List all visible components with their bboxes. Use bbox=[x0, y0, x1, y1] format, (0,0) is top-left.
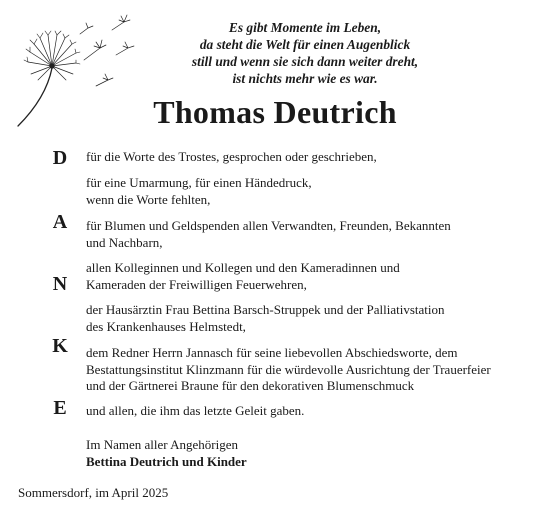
danke-letter-d: D bbox=[52, 147, 68, 169]
thanks-line: für Blumen und Geldspenden allen Verwandten, Freunden, Bekannten bbox=[86, 218, 451, 233]
place-date: Sommersdorf, im April 2025 bbox=[18, 485, 169, 500]
thanks-line: Bestattungsinstitut Klinzmann für die würdevolle Ausrichtung der Trauerfeier bbox=[86, 361, 491, 377]
thanks-line: des Krankenhauses Helmstedt, bbox=[86, 318, 246, 334]
thanks-line: und der Gärtnerei Braune für den dekorativen Blumenschmuck bbox=[86, 378, 415, 393]
danke-letter-n: N bbox=[52, 273, 68, 295]
signature-block bbox=[86, 437, 247, 470]
danke-letter-k: K bbox=[52, 335, 68, 357]
thanks-line: wenn die Worte fehlten, bbox=[86, 191, 211, 207]
deceased-name: Thomas Deutrich bbox=[153, 94, 397, 130]
thanks-paragraph bbox=[86, 175, 536, 208]
danke-letter-a: A bbox=[52, 211, 68, 233]
danke-letter-e: E bbox=[53, 397, 67, 419]
thanks-line: und allen, die ihm das letzte Geleit gaben. bbox=[86, 403, 305, 418]
thanks-line: für die Worte des Trostes, gesprochen oder geschrieben, bbox=[86, 149, 377, 164]
signature-names: Bettina Deutrich und Kinder bbox=[86, 453, 247, 469]
thanks-line: für eine Umarmung, für einen Händedruck, bbox=[86, 175, 312, 190]
thanks-line: dem Redner Herrn Jannasch für seine liebevollen Abschiedsworte, dem bbox=[86, 345, 458, 360]
signature-intro: Im Namen aller Angehörigen bbox=[86, 437, 238, 452]
motto-line: still und wenn sie sich dann weiter dreht, bbox=[191, 54, 419, 69]
thanks-paragraph bbox=[86, 260, 536, 293]
thanks-line: allen Kolleginnen und Kollegen und den Kameradinnen und bbox=[86, 260, 400, 275]
thanks-paragraph bbox=[86, 302, 536, 335]
motto-line: da steht die Welt für einen Augenblick bbox=[199, 37, 411, 52]
thanks-line: Kameraden der Freiwilligen Feuerwehren, bbox=[86, 276, 307, 292]
motto-line: Es gibt Momente im Leben, bbox=[228, 20, 382, 35]
thanks-paragraph bbox=[86, 218, 536, 251]
thanks-paragraph bbox=[86, 149, 536, 166]
motto-poem bbox=[150, 19, 460, 87]
thanks-paragraph bbox=[86, 345, 536, 395]
thanks-line: der Hausärztin Frau Bettina Barsch-Struppek und der Palliativstation bbox=[86, 302, 445, 317]
thanks-line: und Nachbarn, bbox=[86, 234, 163, 250]
thanks-paragraph bbox=[86, 403, 536, 420]
motto-line: ist nichts mehr wie es war. bbox=[232, 71, 378, 86]
